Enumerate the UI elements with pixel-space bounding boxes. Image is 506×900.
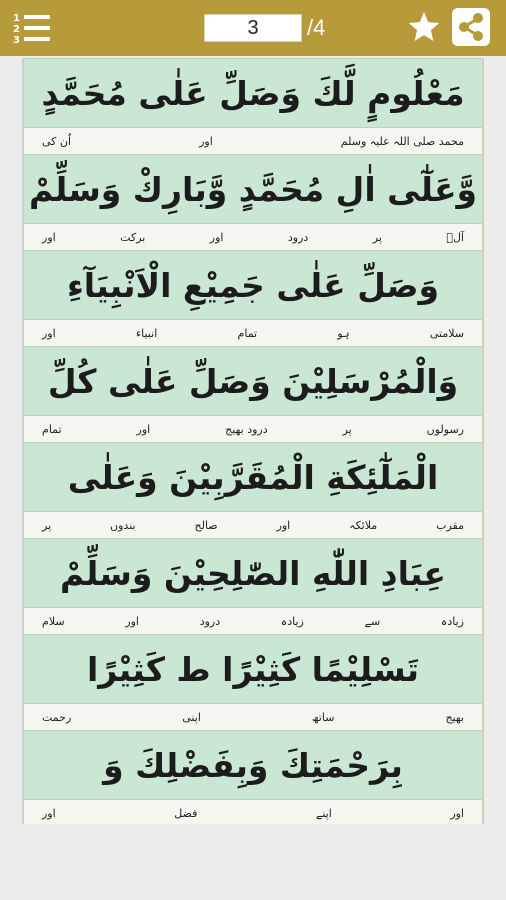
- translation-word: ساتھ: [311, 710, 335, 724]
- translation-line: [24, 128, 482, 154]
- share-icon[interactable]: [452, 8, 490, 46]
- svg-text:3: 3: [13, 35, 20, 46]
- page-number-input[interactable]: 3: [204, 14, 302, 42]
- arabic-line: وَالْمُرْسَلِيْنَ وَصَلِّ عَلٰى كُلِّ: [24, 346, 482, 416]
- translation-word: فضل: [174, 806, 198, 820]
- arabic-line: مَعْلُومٍ لَّكَ وَصَلِّ عَلٰى مُحَمَّدٍ: [24, 58, 482, 128]
- translation-word: اور: [450, 806, 464, 820]
- translation-line: [24, 704, 482, 730]
- translation-line: [24, 224, 482, 250]
- translation-word: اپنی: [182, 710, 201, 724]
- translation-word: اور: [136, 422, 151, 436]
- translation-word: انبیاء: [135, 326, 158, 340]
- translation-word: درود بھیج: [225, 422, 268, 436]
- translation-word: محمد صلی اللہ علیہ وسلم: [340, 134, 464, 148]
- translation-word: اور: [42, 230, 56, 244]
- translation-word: زیادہ: [440, 614, 464, 628]
- translation-line: [24, 608, 482, 634]
- svg-text:1: 1: [13, 13, 20, 24]
- page-total-label: /4: [307, 15, 326, 40]
- translation-word: صالح: [194, 518, 218, 532]
- translation-word: درود: [199, 614, 221, 628]
- translation-word: پر: [372, 230, 382, 244]
- translation-word: رسولوں: [426, 422, 464, 436]
- translation-word: اور: [209, 230, 224, 244]
- arabic-line: بِرَحْمَتِكَ وَبِفَضْلِكَ وَ: [24, 730, 482, 800]
- translation-line: [24, 512, 482, 538]
- translation-word: برکت: [120, 230, 146, 244]
- translation-word: اور: [125, 614, 139, 628]
- translation-line: [24, 320, 482, 346]
- translation-word: درود: [287, 230, 309, 244]
- translation-word: بھیج: [445, 710, 464, 724]
- numbered-list-icon[interactable]: [12, 10, 52, 46]
- translation-word: اپنے: [315, 806, 332, 820]
- arabic-line: الْمَلٰٓئِكَةِ الْمُقَرَّبِيْنَ وَعَلٰى: [24, 442, 482, 512]
- translation-word: زیادہ: [280, 614, 304, 628]
- translation-word: سلام: [42, 614, 65, 628]
- translation-word: بندوں: [110, 518, 136, 532]
- translation-word: سے: [364, 614, 381, 628]
- translation-word: پر: [42, 518, 52, 532]
- translation-word: اور: [42, 806, 56, 820]
- translation-word: ملائکہ: [349, 518, 378, 532]
- arabic-line: عِبَادِ اللّٰهِ الصّٰلِحِيْنَ وَسَلِّمْ: [24, 538, 482, 608]
- translation-word: سلامتی: [429, 326, 464, 340]
- translation-word: اُن کی: [42, 134, 72, 148]
- translation-word: رحمت: [42, 710, 72, 724]
- translation-line: [24, 800, 482, 824]
- svg-text:2: 2: [13, 24, 20, 35]
- arabic-line: وَّعَلٰٓى اٰلِ مُحَمَّدٍ وَّبَارِكْ وَسَلِّمْ: [24, 154, 482, 224]
- page-content: [24, 58, 482, 824]
- book-page[interactable]: [22, 58, 484, 824]
- arabic-line: تَسْلِيْمًا كَثِيْرًا ط كَثِيْرًا: [24, 634, 482, 704]
- app-toolbar: [0, 0, 506, 56]
- translation-word: اور: [199, 134, 213, 148]
- translation-word: مقرب: [436, 518, 464, 532]
- star-icon[interactable]: [406, 9, 442, 45]
- arabic-line: وَصَلِّ عَلٰى جَمِيْعِ الْاَنْبِيَآءِ: [24, 250, 482, 320]
- translation-word: اور: [42, 326, 56, 340]
- translation-word: آلؑ: [446, 230, 464, 244]
- translation-word: اور: [276, 518, 291, 532]
- translation-word: تمام: [237, 326, 258, 340]
- empty-footer-area: [0, 826, 506, 900]
- translation-line: [24, 416, 482, 442]
- translation-word: پر: [342, 422, 352, 436]
- translation-word: ہو: [337, 326, 350, 340]
- translation-word: تمام: [42, 422, 62, 436]
